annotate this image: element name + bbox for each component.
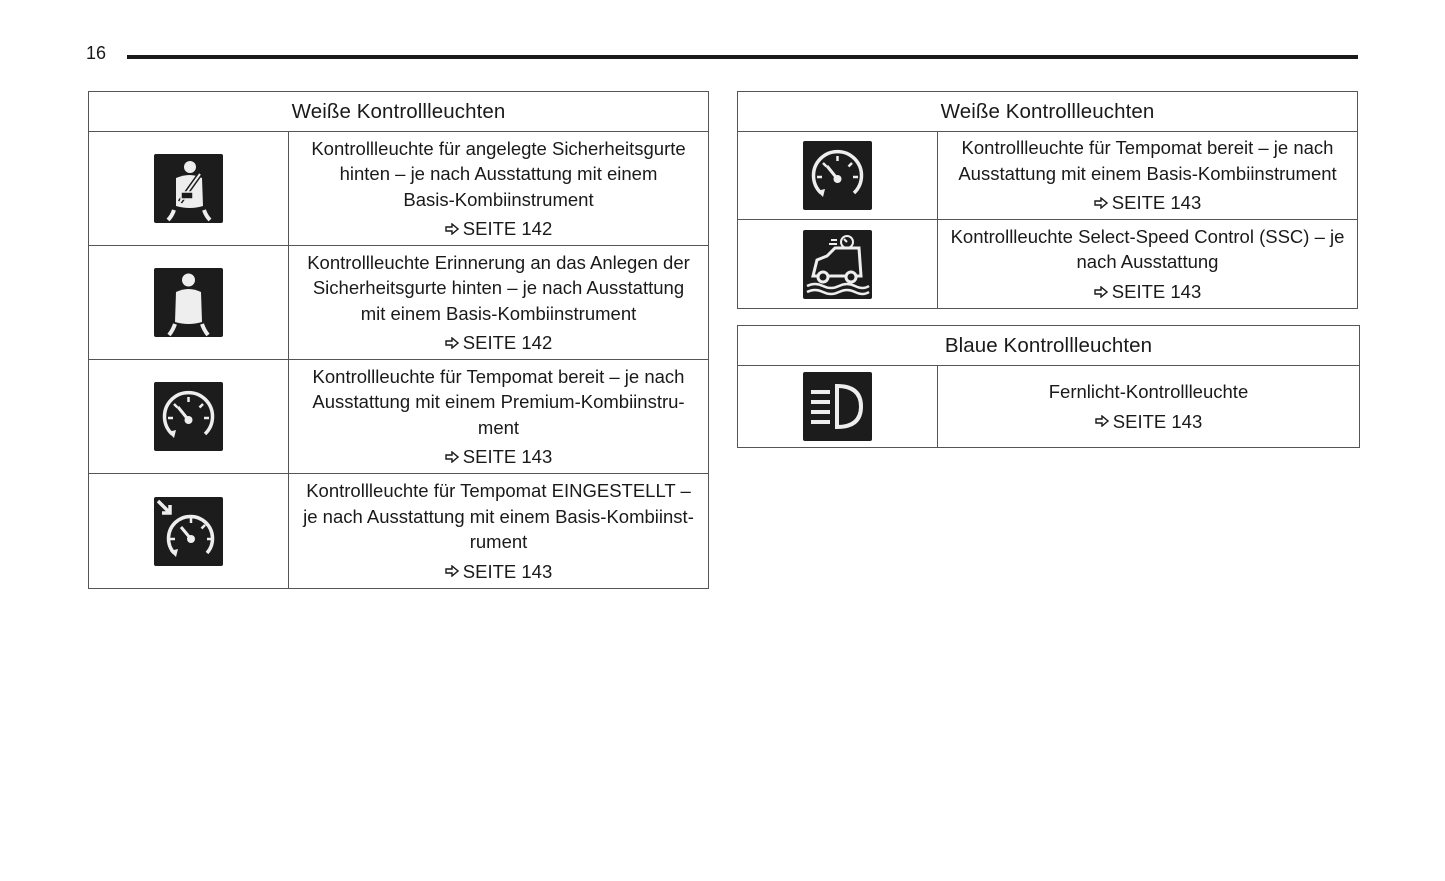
row-description: Kontrollleuchte Select-Speed Control (SSC) – je nach Ausstattung [950, 225, 1345, 273]
table-row [738, 132, 1357, 220]
cruise-ready-icon [154, 382, 223, 451]
page-reference-label: SEITE 142 [462, 332, 553, 353]
row-description: Kontrollleuchte für angelegte Sicherheitsgurte hinten – je nach Ausstattung mit einem Basis-Kombiinstrument [311, 137, 686, 210]
table-row [89, 132, 708, 246]
page-reference-link[interactable] [445, 559, 552, 585]
page-reference-link[interactable] [1095, 409, 1202, 435]
header-rule [127, 55, 1358, 59]
row-description: Kontrollleuchte Erinnerung an das Anlegen der Sicherheitsgurte hinten – je nach Ausstattung mit einem Basis-Kombiinstrument [307, 251, 690, 324]
row-description: Kontrollleuchte für Tempomat bereit – je nach Ausstattung mit einem Premium-Kombiinstru- ment [312, 365, 685, 438]
page-reference-label: SEITE 143 [1111, 280, 1202, 302]
seatbelt-reminder-icon [154, 268, 223, 337]
page-reference-label: SEITE 142 [462, 218, 553, 239]
page-reference-link[interactable] [445, 216, 552, 242]
left-white-indicators-table [88, 91, 709, 589]
page-number: 16 [86, 43, 107, 63]
arrow-right-icon [1094, 286, 1108, 298]
cruise-ready-icon [803, 141, 872, 210]
table-title: Weiße Kontrollleuchten [738, 92, 1357, 132]
arrow-right-icon [445, 565, 459, 577]
page-reference-label: SEITE 143 [462, 560, 553, 582]
table-row [89, 474, 708, 588]
row-description: Fernlicht-Kontrollleuchte [1048, 381, 1249, 402]
page-reference-link[interactable] [445, 444, 552, 470]
table-title: Blaue Kontrollleuchten [738, 326, 1359, 366]
icon-cell [738, 220, 938, 308]
page-reference-link[interactable] [1094, 279, 1201, 305]
table-row [738, 366, 1359, 447]
cruise-set-icon [154, 497, 223, 566]
table-row [89, 246, 708, 360]
high-beam-icon [803, 372, 872, 441]
page-reference-link[interactable] [1094, 190, 1201, 216]
arrow-right-icon [445, 337, 459, 349]
icon-cell [738, 132, 938, 219]
row-description: Kontrollleuchte für Tempomat bereit – je nach Ausstattung mit einem Basis-Kombiinstrument [958, 137, 1337, 184]
page-reference-label: SEITE 143 [1112, 410, 1203, 432]
icon-cell [738, 366, 938, 447]
seatbelt-fastened-icon [154, 154, 223, 223]
select-speed-control-icon [803, 230, 872, 299]
arrow-right-icon [1095, 415, 1109, 427]
row-description: Kontrollleuchte für Tempomat EINGESTELLT – je nach Ausstattung mit einem Basis-Kombiinst- rument [303, 480, 694, 552]
arrow-right-icon [445, 451, 459, 463]
arrow-right-icon [445, 223, 459, 235]
icon-cell [89, 474, 289, 588]
icon-cell [89, 246, 289, 359]
table-row [89, 360, 708, 474]
icon-cell [89, 132, 289, 245]
page-reference-label: SEITE 143 [462, 446, 553, 467]
table-row [738, 220, 1357, 308]
arrow-right-icon [1094, 197, 1108, 209]
right-blue-indicators-table [737, 325, 1360, 448]
page-reference-label: SEITE 143 [1111, 192, 1202, 214]
table-title: Weiße Kontrollleuchten [89, 92, 708, 132]
right-white-indicators-table [737, 91, 1358, 309]
icon-cell [89, 360, 289, 473]
page-reference-link[interactable] [445, 330, 552, 356]
